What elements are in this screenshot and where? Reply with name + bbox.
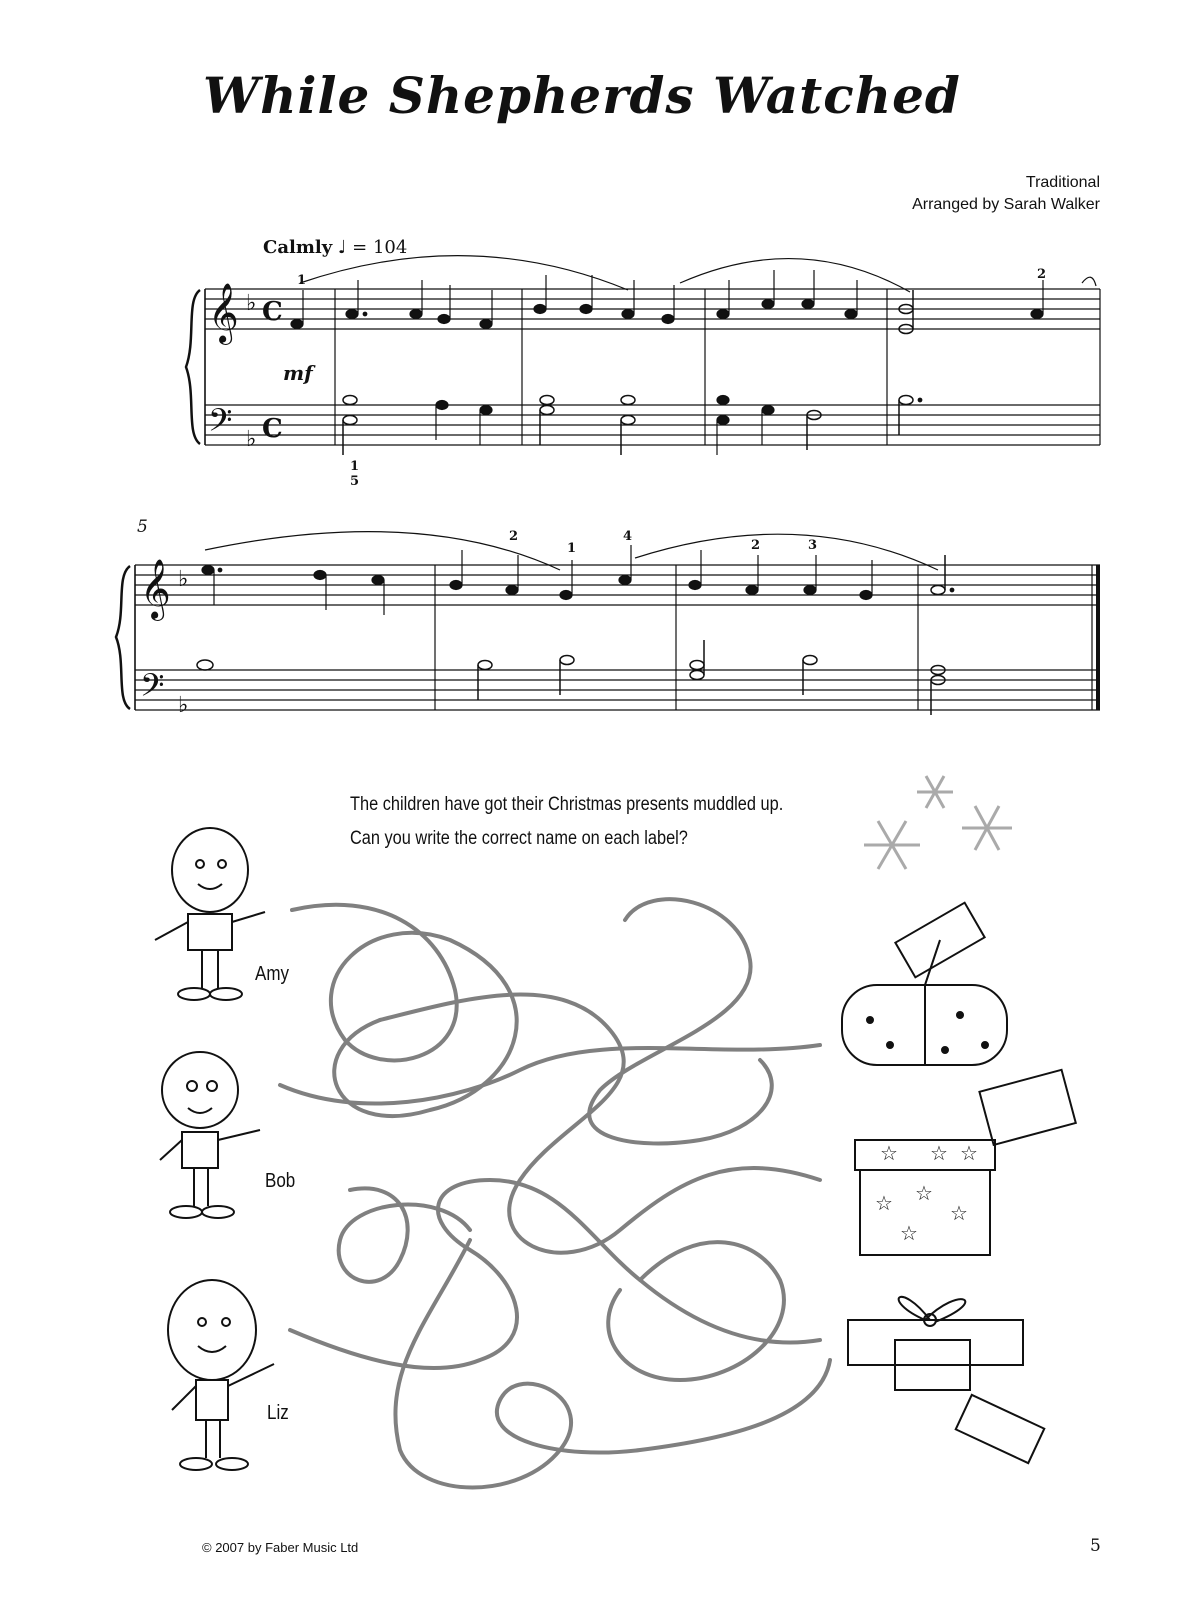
child-bob-figure xyxy=(160,1052,260,1218)
child-amy-figure xyxy=(155,828,265,1000)
measure-number: 5 xyxy=(137,517,148,537)
bass-clef-icon: 𝄢 xyxy=(208,402,233,446)
svg-text:☆: ☆ xyxy=(915,1181,933,1205)
child-name-liz: Liz xyxy=(267,1402,289,1424)
bass-clef-icon: 𝄢 xyxy=(140,667,165,711)
copyright: © 2007 by Faber Music Ltd xyxy=(202,1540,359,1555)
maze-illustration xyxy=(0,760,1200,1520)
flat-icon: ♭ xyxy=(246,291,257,316)
fingering: 2 xyxy=(1037,267,1047,282)
fingering: 1 xyxy=(567,541,577,556)
page-number: 5 xyxy=(1090,1536,1101,1556)
treble-clef-icon: 𝄞 xyxy=(208,283,239,343)
fingering: 1 xyxy=(297,273,307,288)
tangled-lines xyxy=(280,899,830,1487)
treble-staff-1 xyxy=(205,289,1100,329)
treble-clef-icon: 𝄞 xyxy=(140,559,171,619)
fingering: 4 xyxy=(623,529,633,544)
tempo-word: Calmly xyxy=(263,237,333,258)
svg-text:☆: ☆ xyxy=(950,1201,968,1225)
instruction-line-1: The children have got their Christmas presents muddled up. xyxy=(350,794,784,815)
snowflake-icon xyxy=(864,776,1012,869)
svg-text:☆: ☆ xyxy=(960,1141,978,1165)
flat-icon: ♭ xyxy=(246,427,257,452)
instruction-line-2: Can you write the correct name on each label? xyxy=(350,828,688,849)
quarter-note-icon: ♩ xyxy=(337,237,347,258)
common-time-icon: C xyxy=(262,297,283,327)
bass-staff-1 xyxy=(205,405,1100,445)
flat-icon: ♭ xyxy=(178,567,189,592)
page-title: While Shepherds Watched xyxy=(203,66,961,125)
child-liz-figure xyxy=(168,1280,274,1470)
dynamic-marking: mf xyxy=(283,361,313,385)
svg-text:☆: ☆ xyxy=(880,1141,898,1165)
arranger: Arranged by Sarah Walker xyxy=(912,196,1100,213)
fingering: 3 xyxy=(808,538,818,553)
fingering: 1 xyxy=(350,459,360,474)
child-name-amy: Amy xyxy=(255,963,289,985)
svg-text:☆: ☆ xyxy=(875,1191,893,1215)
fingering: 2 xyxy=(509,529,519,544)
common-time-icon: C xyxy=(262,414,283,444)
fingering: 2 xyxy=(751,538,761,553)
svg-text:☆: ☆ xyxy=(930,1141,948,1165)
composer: Traditional xyxy=(1025,174,1100,191)
child-name-bob: Bob xyxy=(265,1170,296,1192)
fingering: 5 xyxy=(350,474,360,489)
present-bow-box-icon xyxy=(848,1297,1044,1463)
treble-staff-2 xyxy=(135,565,1100,605)
flat-icon: ♭ xyxy=(178,693,189,718)
music-score xyxy=(0,0,1200,740)
bass-staff-2 xyxy=(135,670,1100,710)
present-star-box-icon xyxy=(855,1070,1076,1255)
tempo-value: = 104 xyxy=(352,237,408,258)
svg-text:☆: ☆ xyxy=(900,1221,918,1245)
present-cracker-icon xyxy=(842,903,1007,1065)
